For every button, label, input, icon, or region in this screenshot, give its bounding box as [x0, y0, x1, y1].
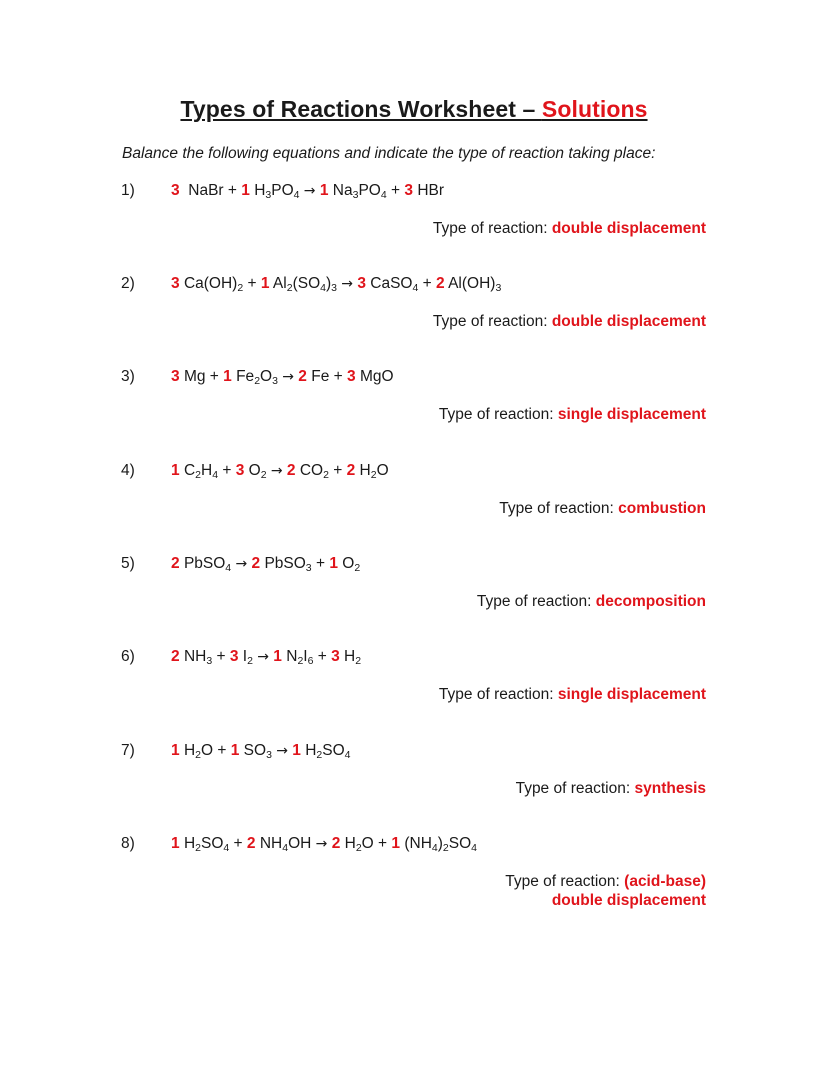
- problem-number: 2): [121, 275, 135, 292]
- problem-number: 7): [121, 742, 135, 759]
- reaction-arrow: →: [235, 556, 248, 572]
- equation-1: 3 NaBr + 1 $H_3PO_4 \to 1$ $Na_3PO_4 + 3$ HBr: [171, 182, 445, 201]
- problem-number: 8): [121, 835, 135, 852]
- answer: single displacement: [557, 406, 706, 423]
- title-text: Types of Reactions Worksheet –: [180, 96, 542, 122]
- reaction-arrow: →: [282, 369, 294, 385]
- equation-5: 2 PbSO$_4$ → 2 PbSO$_3$ + 1 $O_2$: [171, 555, 361, 574]
- answer: synthesis: [634, 780, 706, 797]
- equation-3: 3 Mg + 1 $Fe_2O_3 \to 2$ Fe + 3 MgO: [171, 368, 394, 387]
- reaction-type-6: Type of reaction: single displacement: [438, 686, 706, 703]
- reaction-arrow: →: [276, 743, 288, 759]
- answer: combustion: [618, 500, 706, 517]
- problem-number: 6): [121, 648, 135, 665]
- title-solutions: Solutions: [541, 96, 648, 122]
- reaction-arrow: →: [315, 836, 328, 852]
- reaction-type-1: Type of reaction: double displacement: [432, 220, 706, 237]
- problem-number: 3): [121, 368, 135, 385]
- equation-4: 1 $C_2H_4 + 3$ $O_2 \to 2$ $CO_2 + 2$ $H_2O$: [171, 462, 389, 481]
- answer: single displacement: [557, 686, 706, 703]
- problem-number: 5): [121, 555, 135, 572]
- problem-number: 4): [121, 462, 135, 479]
- reaction-arrow: →: [257, 649, 269, 665]
- answer: double displacement: [551, 313, 706, 330]
- reaction-arrow: →: [303, 183, 316, 199]
- answer: double displacement: [551, 220, 706, 237]
- reaction-type-4: Type of reaction: combustion: [499, 500, 706, 517]
- reaction-arrow: →: [270, 463, 283, 479]
- answer: decomposition: [595, 593, 706, 610]
- reaction-type-2: Type of reaction: double displacement: [432, 313, 706, 330]
- problem-number: 1): [121, 182, 135, 199]
- equation-7: 1 $H_2O + 1$ $SO_3 \to 1$ $H_2SO_4$: [171, 742, 351, 761]
- equation-2: 3 $Ca(OH)_2 + 1$ $Al_2(SO_4)_3 \to 3$ CaSO$_4$ + 2 $Al(OH)_3$: [171, 275, 502, 294]
- answer: (acid-base): [624, 873, 706, 890]
- page-title: [0, 96, 828, 123]
- equation-8: 1 $H_2SO_4 + 2$ $NH_4OH \to 2$ $H_2O + 1$ $(NH_4)_2SO_4$: [171, 835, 478, 854]
- answer-line-2: double displacement: [551, 892, 706, 909]
- reaction-type-7: Type of reaction: synthesis: [515, 780, 706, 797]
- reaction-type-5: Type of reaction: decomposition: [476, 593, 706, 610]
- equation-6: 2 $NH_3 + 3$ $I_2 \to 1$ $N_2I_6 + 3$ $H_2$: [171, 648, 362, 667]
- instructions: Balance the following equations and indicate the type of reaction taking place:: [122, 145, 656, 162]
- reaction-type-8: Type of reaction: (acid-base) double displacement: [505, 873, 706, 909]
- reaction-type-3: Type of reaction: single displacement: [438, 406, 706, 423]
- reaction-arrow: →: [341, 276, 354, 292]
